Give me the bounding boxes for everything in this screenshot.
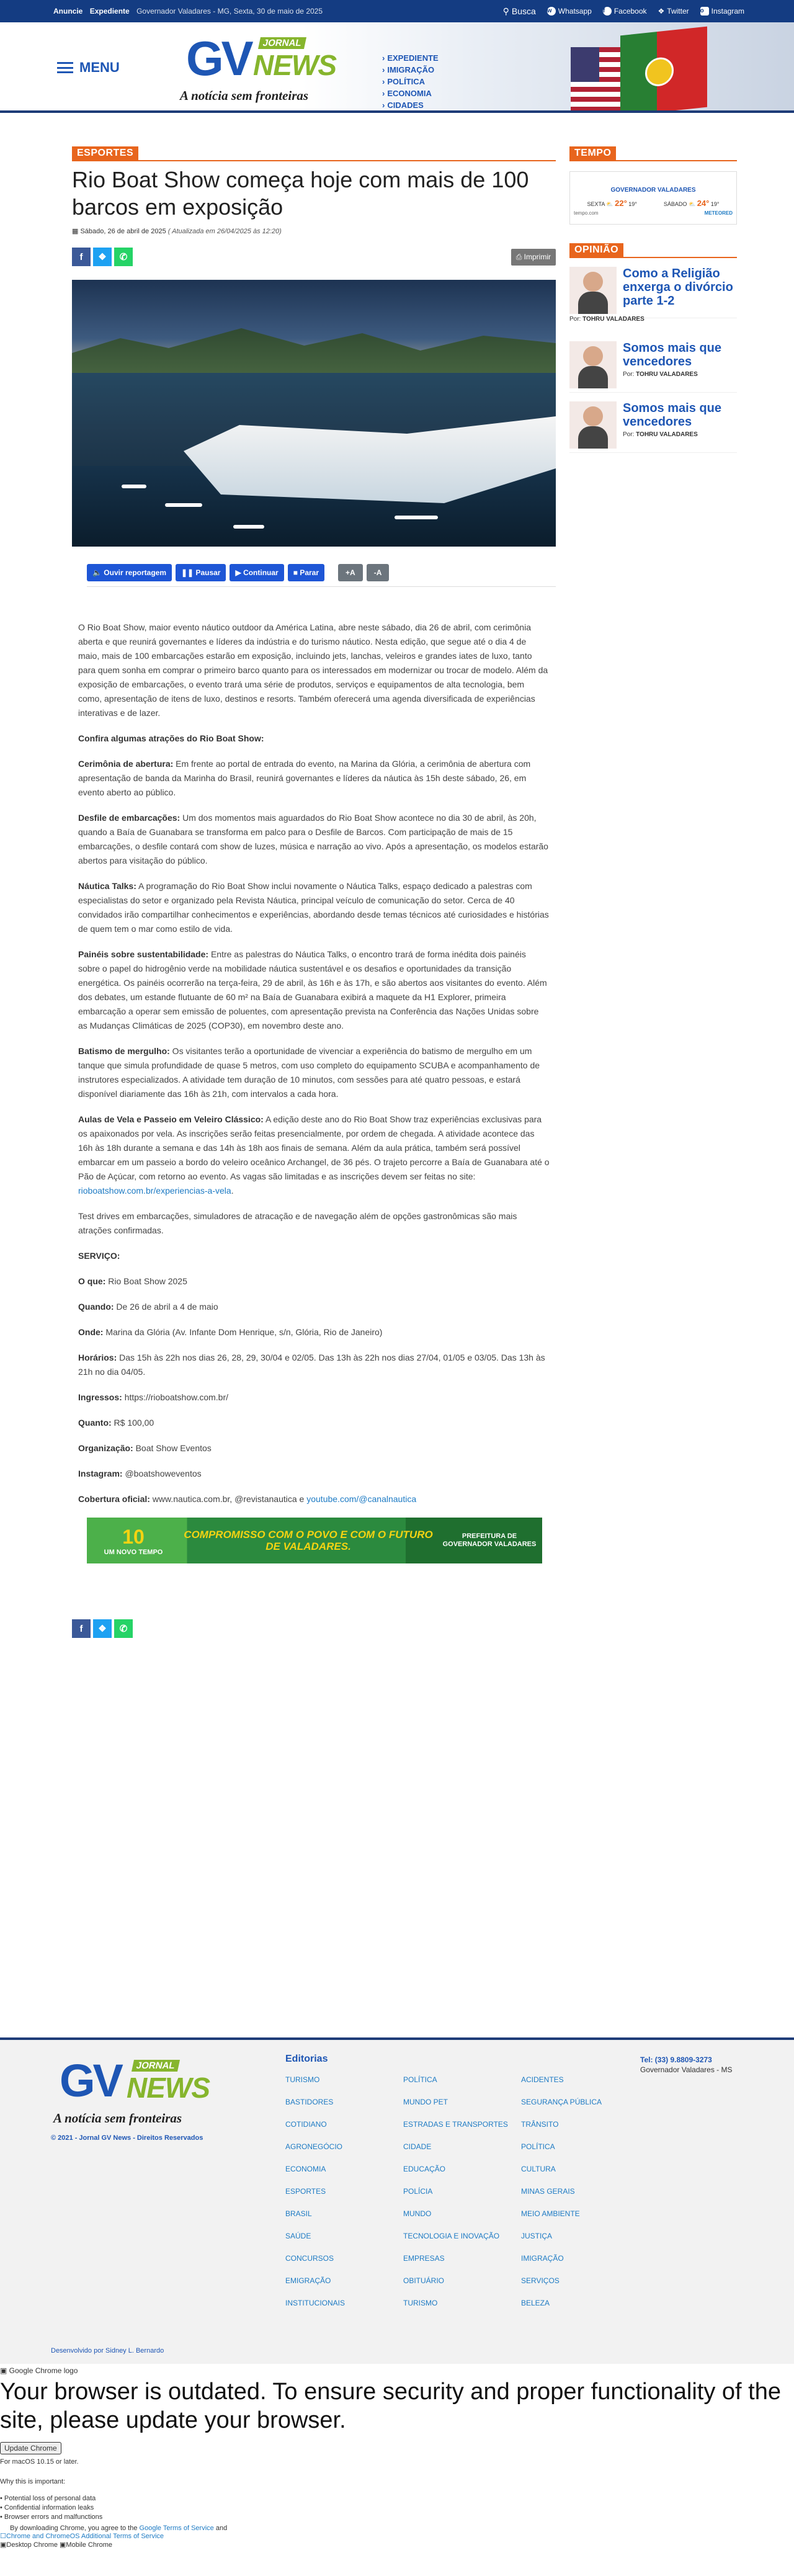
banner-sponsor: PREFEITURA DE GOVERNADOR VALADARES — [442, 1532, 537, 1548]
cloud-sun-icon: ⛅ — [688, 201, 696, 207]
service-item: Quanto: R$ 100,00 — [78, 1418, 154, 1428]
whatsapp-icon: ✆ — [119, 252, 128, 262]
site-logo[interactable]: GV JORNAL NEWS A notícia sem fronteiras — [180, 31, 336, 103]
speaker-icon: 🔈 — [92, 568, 102, 577]
opinion-title[interactable]: Somos mais que vencedores — [623, 401, 721, 429]
photo-boat — [122, 485, 146, 488]
service-title: SERVIÇO: — [78, 1251, 120, 1261]
pause-button[interactable]: ❚❚ Pausar — [176, 564, 226, 581]
service-item: Quando: De 26 de abril a 4 de maio — [78, 1302, 218, 1312]
facebook-share-button[interactable] — [72, 248, 91, 266]
editoria-link[interactable]: IMIGRAÇÃO — [521, 2254, 564, 2263]
listen-button[interactable]: 🔈 Ouvir reportagem — [87, 564, 172, 581]
editoria-link[interactable]: EMIGRAÇÃO — [285, 2276, 331, 2285]
article-paragraph: O Rio Boat Show, maior evento náutico outdoor da América Latina, abre neste sábado, dia 26 de abril, com cerimônia aberta e que reunirá governantes e líderes da indústria e do turismo náutico. Nesta edição, que segue até o dia 4 de maio, mais de 100 embarcações estarão em exposição, incluindo jets, lanchas, veleiros e grandes iates de luxo, tanto para quem sonha em comprar o primeiro barco quanto para os interessados em modernizar ou trocar de modelo. Além da exposição de embarcações, o evento trará uma série de produtos, serviços e equipamentos de alta tecnologia, bem como, apresentação de itens de luxo, destinos e resorts. Também oferecerá uma agenda diversificada de experiências interativas e de lazer. — [78, 622, 548, 718]
editoria-link[interactable]: CIDADE — [403, 2142, 432, 2151]
text-to-speech-controls — [87, 564, 556, 587]
author-avatar — [569, 401, 617, 449]
twitter-icon: ❖ — [658, 7, 665, 16]
banner-left: 10 UM NOVO TEMPO — [104, 1525, 163, 1556]
opinion-item[interactable] — [569, 341, 737, 393]
chrome-images: ▣Desktop Chrome ▣Mobile Chrome — [0, 2541, 113, 2549]
facebook-link[interactable]: f Facebook — [602, 7, 647, 16]
os-requirement: For macOS 10.15 or later. — [0, 2458, 79, 2466]
usa-flag-image — [571, 47, 620, 113]
developer-credit[interactable]: Desenvolvido por Sidney L. Bernardo — [51, 2347, 164, 2355]
category-bar — [72, 146, 556, 161]
photo-boat — [233, 525, 264, 529]
whatsapp-share-button[interactable] — [114, 248, 133, 266]
service-item: Onde: Marina da Glória (Av. Infante Dom Henrique, s/n, Glória, Rio de Janeiro) — [78, 1327, 383, 1337]
facebook-icon: f — [79, 251, 83, 262]
category-tag[interactable]: ESPORTES — [72, 146, 138, 160]
editoria-link[interactable]: MUNDO — [403, 2209, 432, 2218]
editoria-link[interactable]: CONCURSOS — [285, 2254, 334, 2263]
whatsapp-share-button[interactable] — [114, 1619, 133, 1638]
editoria-link[interactable]: TECNOLOGIA E INOVAÇÃO — [403, 2232, 500, 2240]
editorias-title: Editorias — [285, 2054, 328, 2064]
experiencias-vela-link[interactable]: rioboatshow.com.br/experiencias-a-vela — [78, 1186, 231, 1196]
youtube-link[interactable]: youtube.com/@canalnautica — [306, 1494, 417, 1504]
tempo-tag: TEMPO — [569, 146, 616, 160]
list-item: • Potential loss of personal data — [0, 2495, 96, 2502]
whatsapp-icon: w — [547, 7, 556, 16]
editoria-link[interactable]: ESPORTES — [285, 2187, 326, 2196]
footer-logo[interactable]: GV JORNAL NEWS A notícia sem fronteiras — [53, 2055, 210, 2126]
article-paragraph: Batismo de mergulho: Os visitantes terão a oportunidade de vivenciar a experiência do batismo de mergulho em um tanque que simula profundidade de quase 5 metros, com uso completo do equipamento SCUBA e acompanhamento de instrutores especializados. A atividade tem duração de 10 minutos, com sessões para até quatro pessoas, e estará disponível diariamente das 16h às 21h, com intervalos a cada hora. — [78, 1046, 540, 1099]
sidebar — [569, 146, 737, 453]
nav-item-expediente[interactable]: › EXPEDIENTE — [382, 52, 439, 64]
share-buttons-bottom — [72, 1619, 556, 1638]
editoria-link[interactable]: COTIDIANO — [285, 2120, 327, 2129]
anuncie-link[interactable]: Anuncie — [53, 7, 83, 16]
location-date: Governador Valadares - MG, Sexta, 30 de maio de 2025 — [136, 7, 323, 16]
editoria-link[interactable]: BRASIL — [285, 2209, 312, 2218]
weather-day: SÁBADO ⛅ 24° 19° — [663, 199, 720, 208]
instagram-link[interactable]: o Instagram — [700, 7, 744, 16]
whatsapp-link[interactable]: w Whatsapp — [546, 7, 592, 16]
photo-mountains — [72, 323, 556, 373]
twitter-link[interactable]: ❖ Twitter — [658, 7, 689, 16]
opiniao-tag: OPINIÃO — [569, 243, 623, 257]
editoria-link[interactable]: JUSTIÇA — [521, 2232, 553, 2240]
portugal-flag-image — [620, 27, 707, 113]
editoria-link[interactable]: BELEZA — [521, 2299, 550, 2307]
checkbox-icon: ☐ — [0, 2533, 6, 2540]
editoria-link[interactable]: MUNDO PET — [403, 2098, 448, 2106]
print-button[interactable]: ⎙ Imprimir — [511, 249, 556, 266]
printer-icon: ⎙ — [515, 252, 522, 261]
twitter-icon: ❖ — [98, 252, 107, 262]
editoria-link[interactable]: CULTURA — [521, 2165, 556, 2173]
service-item: Ingressos: https://rioboatshow.com.br/ — [78, 1392, 229, 1402]
nav-item-politica[interactable]: › POLÍTICA — [382, 76, 439, 87]
footer-city: Governador Valadares - MS — [640, 2065, 733, 2074]
editoria-link[interactable]: EMPRESAS — [403, 2254, 445, 2263]
article — [72, 146, 556, 1638]
increase-font-button[interactable]: +A — [338, 564, 363, 581]
footer-phone: Tel: (33) 9.8809-3273 — [640, 2055, 712, 2064]
opinion-author: Por: TOHRU VALADARES — [623, 371, 698, 378]
article-title: Rio Boat Show começa hoje com mais de 100 barcos em exposição — [72, 167, 529, 220]
article-paragraph: Painéis sobre sustentabilidade: Entre as palestras do Náutica Talks, o encontro trará de forma inédita dois painéis sobre o papel do hidrogênio verde na mobilidade náutica sustentável e os desafios e oportunidades da transição energética. Os painéis ocorrerão na terça-feira, 29 de abril, às 16h e às 17h, e são abertos aos visitantes do evento. Além dos debates, um estande flutuante de 60 m² na Baía de Guanabara exibirá a maquete da H1 Explorer, primeira embarcação a operar sem emissão de poluentes, com apresentação prevista na Conferência das Nações Unidas sobre as Mudanças Climáticas de 2025 (COP30), em novembro deste ano. — [78, 949, 547, 1031]
opinion-author: Por: TOHRU VALADARES — [623, 431, 698, 438]
top-bar-right — [503, 6, 744, 17]
facebook-icon: f — [603, 7, 612, 16]
decrease-font-button[interactable]: -A — [367, 564, 390, 581]
reasons-list — [0, 2494, 794, 2522]
editorias-grid — [285, 2075, 633, 2320]
service-item: Organização: Boat Show Eventos — [78, 1443, 212, 1453]
author-avatar — [569, 267, 617, 314]
article-body — [72, 620, 556, 1506]
google-tos-link[interactable]: Google Terms of Service — [139, 2525, 214, 2532]
why-important: Why this is important: — [0, 2478, 66, 2485]
opinion-item[interactable] — [569, 401, 737, 453]
editoria-link[interactable]: MEIO AMBIENTE — [521, 2209, 580, 2218]
editoria-link[interactable]: SEGURANÇA PÚBLICA — [521, 2098, 602, 2106]
photo-boat — [395, 516, 438, 519]
weather-day: SEXTA ⛅ 22° 19° — [587, 199, 637, 208]
opinion-author: Por: TOHRU VALADARES — [569, 316, 645, 323]
outdated-browser-notice — [0, 2366, 794, 2549]
editoria-link[interactable]: INSTITUCIONAIS — [285, 2299, 346, 2307]
article-paragraph: Aulas de Vela e Passeio em Veleiro Clássico: A edição deste ano do Rio Boat Show traz experiências exclusivas para os apaixonados por vela. As inscrições serão feitas presencialmente, por ordem de chegada. A atividade acontece das 16h às 18h durante a semana e das 14h às 18h aos finais de semana. Além da aula prática, também será possível embarcar em um passeio a bordo do veleiro oceânico Archangel, de 36 pés. O trajeto percorre a Baía de Guanabara até o Pão de Açúcar, com retorno ao evento. As vagas são limitadas e as inscrições devem ser feitas no site: rioboatshow.com.br/experiencias-a-vela. — [78, 1114, 550, 1196]
nav-item-imigracao[interactable]: › IMIGRAÇÃO — [382, 64, 439, 76]
editoria-link[interactable]: TURISMO — [285, 2075, 320, 2084]
site-footer — [0, 2037, 794, 2364]
weather-footer: tempo.com METEORED — [574, 210, 733, 216]
photo-boat — [165, 503, 202, 507]
instagram-icon: o — [700, 7, 709, 16]
twitter-icon: ❖ — [98, 1624, 107, 1634]
header-nav — [382, 52, 439, 111]
hamburger-icon — [57, 62, 73, 73]
footer-copyright: © 2021 - Jornal GV News - Direitos Reservados — [51, 2134, 203, 2142]
outdated-headline: Your browser is outdated. To ensure security and proper functionality of the site, please update your browser. — [0, 2379, 781, 2433]
editoria-link[interactable]: BASTIDORES — [285, 2098, 334, 2106]
chrome-terms-checkbox-row[interactable]: ☐Chrome and ChromeOS Additional Terms of Service — [0, 2533, 164, 2540]
weather-row — [574, 199, 733, 208]
banner-slogan: COMPROMISSO COM O POVO E COM O FUTURO DE VALADARES. — [184, 1529, 433, 1552]
calendar-icon: ▦ — [72, 228, 79, 235]
desktop-chrome-image: ▣ — [0, 2541, 7, 2549]
list-item: • Confidential information leaks — [0, 2504, 94, 2511]
opiniao-header — [569, 243, 737, 258]
article-paragraph: Náutica Talks: A programação do Rio Boat Show inclui novamente o Náutica Talks, espaço dedicado a palestras com especialistas do setor e organizado pela Revista Náutica, principal veículo de comunicação do setor. Cerca de 40 convidados irão compartilhar conhecimentos e experiências, abordando desde temas técnicos até curiosidades e histórias de quem tem o mar como estilo de vida. — [78, 881, 549, 934]
article-paragraph: Desfile de embarcações: Um dos momentos mais aguardados do Rio Boat Show acontece no dia 30 de abril, às 20h, quando a Baía de Guanabara se transforma em palco para o Desfile de Barcos. Com participação de mais de 15 embarcações, o desfile contará com show de luzes, música e narração ao vivo. Após a apresentação, os modelos estarão abertos para visitação do público. — [78, 813, 548, 865]
list-item: • Browser errors and malfunctions — [0, 2513, 103, 2521]
article-photo — [72, 280, 556, 547]
weather-city: GOVERNADOR VALADARES — [610, 187, 696, 194]
whatsapp-icon: ✆ — [119, 1624, 128, 1634]
editoria-link[interactable]: AGRONEGÓCIO — [285, 2142, 343, 2151]
twitter-share-button[interactable] — [93, 1619, 112, 1638]
search-button[interactable]: ⚲ Busca — [502, 6, 536, 16]
opinion-item[interactable] — [569, 267, 737, 318]
service-item: Instagram: @boatshoweventos — [78, 1469, 202, 1478]
top-bar — [0, 0, 794, 22]
weather-widget[interactable] — [569, 171, 737, 225]
editoria-link[interactable]: ECONOMIA — [285, 2165, 326, 2173]
article-paragraph: Confira algumas atrações do Rio Boat Show: — [78, 733, 264, 743]
opinion-title[interactable]: Somos mais que vencedores — [623, 341, 721, 369]
editoria-link[interactable]: ESTRADAS E TRANSPORTES — [403, 2120, 508, 2129]
stop-button[interactable]: ■ Parar — [288, 564, 324, 581]
editoria-link[interactable]: TURISMO — [403, 2299, 438, 2307]
editoria-link[interactable]: POLÍTICA — [403, 2075, 437, 2084]
nav-item-economia[interactable]: › ECONOMIA — [382, 87, 439, 99]
expediente-link[interactable]: Expediente — [89, 7, 130, 16]
editoria-link[interactable]: SERVIÇOS — [521, 2276, 560, 2285]
ad-banner[interactable] — [87, 1518, 542, 1563]
facebook-icon: f — [79, 1623, 83, 1634]
cloud-sun-icon: ⛅ — [606, 201, 613, 207]
play-icon: ▶ — [235, 568, 241, 577]
nav-item-cidades[interactable]: › CIDADES — [382, 99, 439, 111]
editoria-link[interactable]: MINAS GERAIS — [521, 2187, 575, 2196]
continue-button[interactable]: ▶ Continuar — [230, 564, 283, 581]
editoria-link[interactable]: ACIDENTES — [521, 2075, 564, 2084]
update-chrome-button[interactable]: Update Chrome — [0, 2442, 61, 2454]
service-item: O que: Rio Boat Show 2025 — [78, 1276, 187, 1286]
article-paragraph: Cerimônia de abertura: Em frente ao portal de entrada do evento, na Marina da Glória, a cerimônia de abertura com apresentação de banda da Marinha do Brasil, reunirá governantes e líderes da náutica às 15h deste sábado, 26, em evento aberto ao público. — [78, 759, 531, 797]
footer-contact — [640, 2055, 733, 2075]
tos-text: By downloading Chrome, you agree to the Google Terms of Service and — [10, 2525, 228, 2532]
top-bar-left — [53, 7, 328, 16]
site-header — [0, 22, 794, 113]
mobile-chrome-image: ▣ — [60, 2541, 66, 2549]
search-icon: ⚲ — [502, 6, 509, 16]
opinion-title[interactable]: Como a Religião enxerga o divórcio parte 1-2 — [623, 267, 733, 308]
twitter-share-button[interactable] — [93, 248, 112, 266]
service-item: Horários: Das 15h às 22h nos dias 26, 28, 29, 30/04 e 02/05. Das 13h às 22h nos dias 27/04, 01/05 e 03/05. Das 13h às 21h no dia 04/05. — [78, 1353, 545, 1377]
chrome-logo-image: ▣ Google Chrome logo — [0, 2366, 78, 2375]
coverage-item: Cobertura oficial: www.nautica.com.br, @revistanautica e youtube.com/@canalnautica — [78, 1494, 417, 1504]
editoria-link[interactable]: OBITUÁRIO — [403, 2276, 445, 2285]
editoria-link[interactable]: SAÚDE — [285, 2232, 311, 2240]
facebook-share-button[interactable] — [72, 1619, 91, 1638]
editoria-link[interactable]: POLÍCIA — [403, 2187, 433, 2196]
share-buttons — [72, 248, 133, 266]
share-row — [72, 248, 556, 266]
tempo-header — [569, 146, 737, 161]
pause-icon: ❚❚ — [181, 568, 194, 577]
stop-icon: ■ — [293, 568, 298, 577]
editoria-link[interactable]: EDUCAÇÃO — [403, 2165, 446, 2173]
editoria-link[interactable]: TRÂNSITO — [521, 2120, 559, 2129]
menu-button[interactable]: MENU — [57, 60, 120, 76]
article-date: ▦ Sábado, 26 de abril de 2025 ( Atualizada em 26/04/2025 às 12:20) — [72, 228, 282, 235]
author-avatar — [569, 341, 617, 388]
editoria-link[interactable]: POLÍTICA — [521, 2142, 555, 2151]
article-paragraph: Test drives em embarcações, simuladores de atracação e de navegação além de opções gastronômicas são mais atrações confirmadas. — [78, 1211, 517, 1235]
